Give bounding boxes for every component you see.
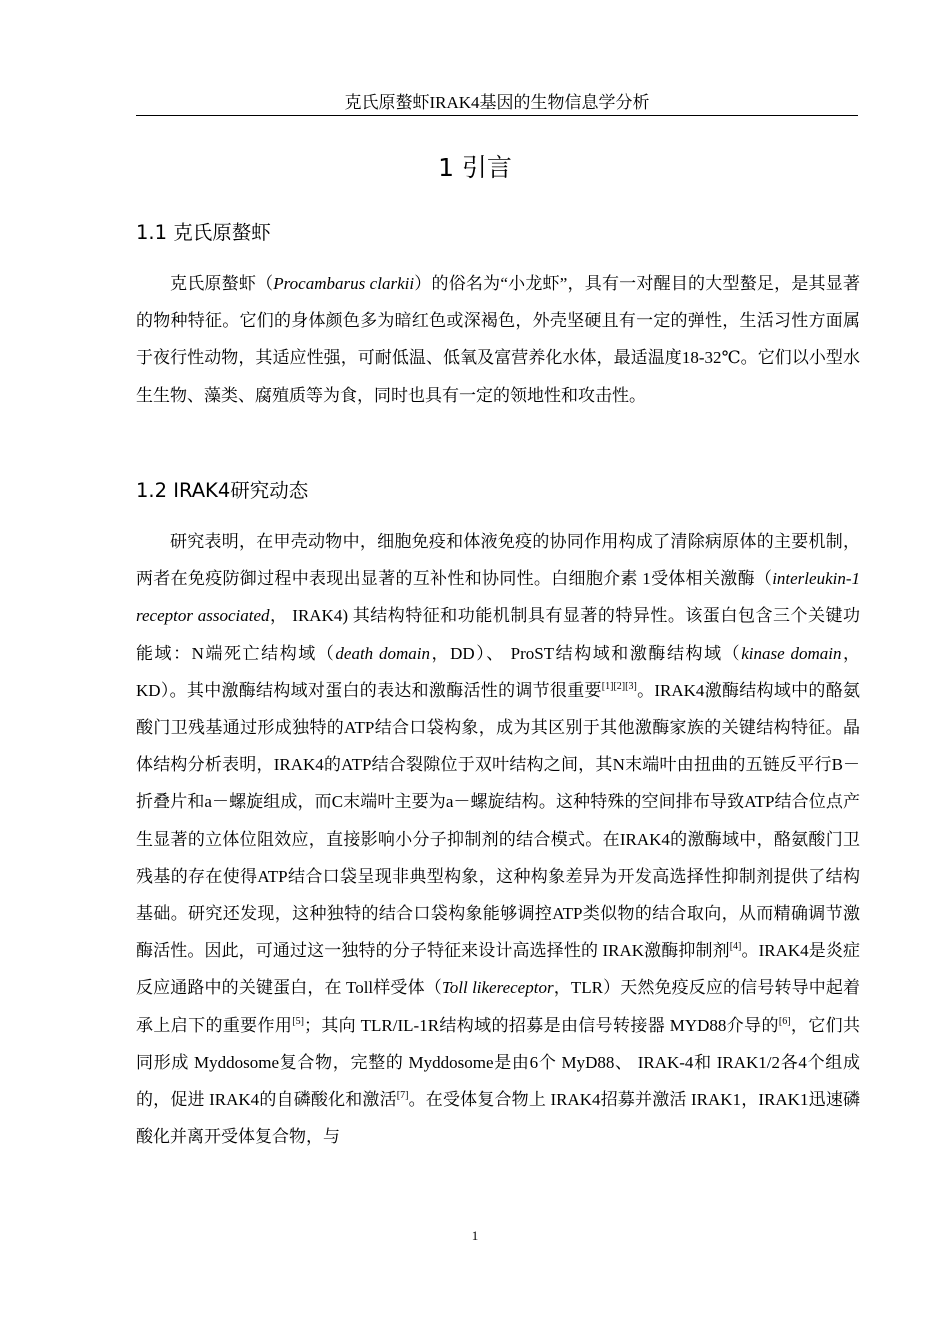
section-title-1-2: 1.2 IRAK4研究动态 xyxy=(136,479,309,502)
citation-ref[interactable]: [1][2][3] xyxy=(601,680,637,692)
citation-ref[interactable]: [4] xyxy=(729,941,742,953)
paragraph-irak4 xyxy=(136,523,860,1155)
text-segment: ，DD）、 ProST结构域和激酶结构域（ xyxy=(429,643,742,663)
citation-ref[interactable]: [7] xyxy=(396,1090,409,1102)
term-italic: interleukin-1 receptor associated xyxy=(136,569,860,626)
section-title-1-1: 1.1 克氏原螯虾 xyxy=(136,221,271,244)
text-segment: ， IRAK4) 其结构特征和功能机制具有显著的特异性。该蛋白包含三个关键功能域：N端死亡结构域（ xyxy=(136,606,861,663)
text-segment: 。IRAK4激酶结构域中的酪氨酸门卫残基通过形成独特的ATP结合口袋构象，成为其区别于其他激酶家族的关键结构特征。晶体结构分析表明，IRAK4的ATP结合裂隙位于双叶结构之间，其N末端叶由扭曲的五链反平行B－折叠片和a－螺旋组成，而C末端叶主要为a－螺旋结构。这种特殊的空间排布导致ATP结合位点产生显著的立体位阻效应，直接影响小分子抑制剂的结合模式。在IRAK4的激酶域中，酪氨酸门卫残基的存在使得ATP结合口袋呈现非典型构象，这种构象差异为开发高选择性抑制剂提供了结构基础。研究还发现，这种独特的结合口袋构象能够调控ATP类似物的结合取向，从而精确调节激酶活性。因此，可通过这一独特的分子特征来设计高选择性的 IRAK激酶抑制剂 xyxy=(136,680,860,961)
header-rule xyxy=(136,115,858,116)
citation-ref[interactable]: [5] xyxy=(292,1015,304,1027)
page-number: 1 xyxy=(471,1228,479,1243)
chapter-title: 1 引言 xyxy=(438,153,512,182)
text-segment: 。IRAK4是炎症反应通路中的关键蛋白，在 Toll样受体（ xyxy=(136,941,860,998)
term-italic: kinase domain xyxy=(741,643,842,663)
running-header: 克氏原螯虾IRAK4基因的生物信息学分析 xyxy=(344,93,650,112)
text-segment: ，它们共同形成 Myddosome复合物，完整的 Myddosome是由6个 MyD88、 IRAK-4和 IRAK1/2各4个组成的，促进 IRAK4的自磷酸化和激活 xyxy=(136,1015,861,1110)
text-segment: 克氏原螯虾（ xyxy=(170,274,274,293)
term-italic: Toll likereceptor xyxy=(441,978,554,998)
text-segment: ，TLR）天然免疫反应的信号转导中起着承上启下的重要作用 xyxy=(136,978,860,1035)
text-segment: ；其向 TLR/IL-1R结构域的招募是由信号转接器 MYD88介导的 xyxy=(303,1015,779,1035)
text-segment: 研究表明，在甲壳动物中，细胞免疫和体液免疫的协同作用构成了清除病原体的主要机制，两者在免疫防御过程中表现出显著的互补性和协同性。白细胞介素 1受体相关激酶（ xyxy=(136,532,860,589)
species-name: Procambarus clarkii xyxy=(273,274,415,293)
text-segment: 。在受体复合物上 IRAK4招募并激活 IRAK1，IRAK1迅速磷酸化并离开受体复合物，与 xyxy=(136,1090,860,1147)
text-segment: ）的俗名为“小龙虾”，具有一对醒目的大型螯足，是其显著的物种特征。它们的身体颜色多为暗红色或深褐色，外壳坚硬且有一定的弹性，生活习性方面属于夜行性动物，其适应性强，可耐低温、低氧及富营养化水体，最适温度18-32℃。它们以小型水生生物、藻类、腐殖质等为食，同时也具有一定的领地性和攻击性。 xyxy=(136,274,860,405)
citation-ref[interactable]: [6] xyxy=(778,1015,791,1027)
text-segment: ，KD）。其中激酶结构域对蛋白的表达和激酶活性的调节很重要 xyxy=(136,643,861,700)
term-italic: death domain xyxy=(335,643,430,663)
paragraph-crayfish xyxy=(136,265,860,414)
